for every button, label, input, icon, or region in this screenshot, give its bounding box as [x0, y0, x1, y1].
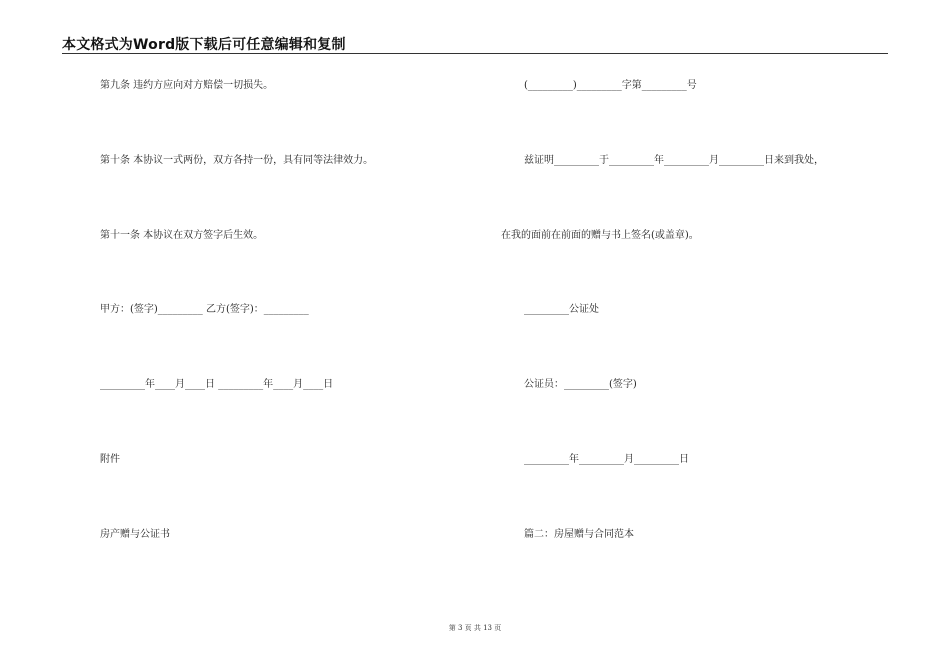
page-number: 第 3 页 共 13 页 [448, 624, 502, 632]
certify-line: 兹证明_________于_________年_________月_________日来到我处， [524, 155, 824, 166]
notary-office-line: _________公证处 [524, 304, 599, 315]
header-rule [62, 53, 888, 54]
article-10: 第十条 本协议一式两份，双方各持一份，具有同等法律效力。 [100, 155, 374, 166]
article-9: 第九条 违约方应向对方赔偿一切损失。 [100, 80, 274, 91]
gift-notary-heading: 房产赠与公证书 [100, 529, 170, 540]
part-two-heading: 篇二：房屋赠与合同范本 [524, 529, 634, 540]
document-number-line: (_________)_________字第_________号 [524, 80, 697, 91]
notary-date-line: _________年_________月_________日 [524, 454, 689, 465]
article-11: 第十一条 本协议在双方签字后生效。 [100, 230, 264, 241]
header-title: 本文格式为Word版下载后可任意编辑和复制 [62, 37, 346, 53]
notary-officer-line: 公证员：_________(签字) [524, 379, 637, 390]
signature-date-line: _________年____月____日 _________年____月____日 [100, 379, 334, 390]
sign-before-me-line: 在我的面前在前面的赠与书上签名(或盖章)。 [501, 230, 699, 241]
attachment-label: 附件 [100, 454, 120, 465]
signature-line: 甲方：(签字)_________ 乙方(签字)：_________ [100, 304, 309, 315]
